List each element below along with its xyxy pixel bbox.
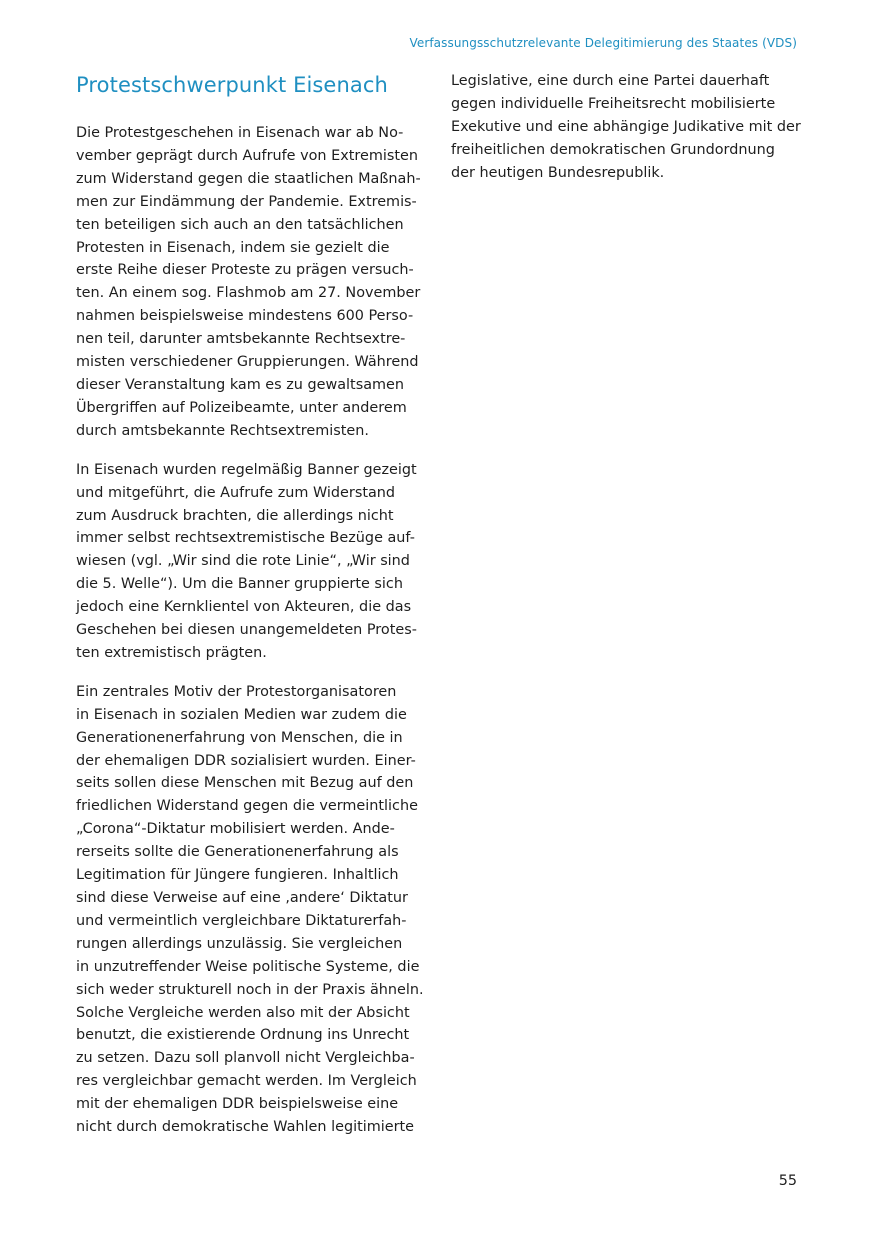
text-line: Ein zentrales Motiv der Protestorganisatoren bbox=[76, 683, 397, 700]
text-line: ten. An einem sog. Flashmob am 27. November bbox=[76, 285, 421, 302]
text-line: die 5. Welle“). Um die Banner gruppierte sich bbox=[76, 576, 403, 593]
running-header: Verfassungsschutzrelevante Delegitimierung des Staates (VDS) bbox=[409, 36, 797, 50]
text-line: Generationenerfahrung von Menschen, die in bbox=[76, 729, 403, 746]
text-line: in Eisenach in sozialen Medien war zudem die bbox=[76, 706, 407, 723]
body-paragraph bbox=[76, 459, 428, 665]
text-line: rerseits sollte die Generationenerfahrung als bbox=[76, 844, 399, 861]
text-line: durch amtsbekannte Rechtsextremisten. bbox=[76, 422, 369, 439]
text-line: immer selbst rechtsextremistische Bezüge auf- bbox=[76, 530, 415, 547]
text-line: gegen individuelle Freiheitsrecht mobilisierte bbox=[451, 95, 776, 112]
text-line: men zur Eindämmung der Pandemie. Extremis- bbox=[76, 193, 417, 210]
text-line: Die Protestgeschehen in Eisenach war ab No- bbox=[76, 125, 404, 141]
text-line: In Eisenach wurden regelmäßig Banner gezeigt bbox=[76, 461, 417, 478]
text-line: friedlichen Widerstand gegen die vermeintliche bbox=[76, 798, 418, 815]
body-paragraph bbox=[76, 122, 428, 443]
right-column-body bbox=[451, 70, 811, 185]
text-line: Solche Vergleiche werden also mit der Absicht bbox=[76, 1004, 410, 1021]
text-line: „Corona“-Diktatur mobilisiert werden. Ande- bbox=[76, 821, 395, 838]
text-line: und vermeintlich vergleichbare Diktaturerfah- bbox=[76, 912, 407, 929]
text-line: ten beteiligen sich auch an den tatsächlichen bbox=[76, 216, 404, 233]
text-line: zum Widerstand gegen die staatlichen Maßnah- bbox=[76, 170, 421, 187]
text-line: erste Reihe dieser Proteste zu prägen versuch- bbox=[76, 262, 414, 279]
text-line: Exekutive und eine abhängige Judikative mit der bbox=[451, 118, 801, 135]
text-line: dieser Veranstaltung kam es zu gewaltsamen bbox=[76, 376, 405, 393]
text-line: ten extremistisch prägten. bbox=[76, 644, 267, 661]
text-line: der ehemaligen DDR sozialisiert wurden. Einer- bbox=[76, 752, 416, 769]
text-line: benutzt, die existierende Ordnung ins Unrecht bbox=[76, 1027, 410, 1044]
text-line: wiesen (vgl. „Wir sind die rote Linie“, „Wir sind bbox=[76, 553, 410, 570]
right-column bbox=[451, 70, 811, 201]
text-line: Protesten in Eisenach, indem sie gezielt die bbox=[76, 239, 390, 256]
text-line: Legitimation für Jüngere fungieren. Inhaltlich bbox=[76, 867, 399, 884]
text-line: zu setzen. Dazu soll planvoll nicht Vergleichba- bbox=[76, 1050, 415, 1067]
left-column bbox=[76, 70, 428, 1155]
text-line: nicht durch demokratische Wahlen legitimierte bbox=[76, 1119, 415, 1136]
body-paragraph bbox=[76, 681, 428, 1139]
text-line: der heutigen Bundesrepublik. bbox=[451, 164, 665, 181]
text-line: sind diese Verweise auf eine ‚andere‘ Diktatur bbox=[76, 890, 408, 906]
section-title: Protestschwerpunkt Eisenach bbox=[76, 73, 388, 97]
page-number: 55 bbox=[778, 1173, 797, 1189]
text-line: nahmen beispielsweise mindestens 600 Perso- bbox=[76, 308, 414, 325]
text-line: rungen allerdings unzulässig. Sie vergleichen bbox=[76, 935, 403, 952]
text-line: seits sollen diese Menschen mit Bezug auf den bbox=[76, 775, 414, 792]
text-line: jedoch eine Kernklientel von Akteuren, die das bbox=[76, 599, 412, 616]
text-line: sich weder strukturell noch in der Praxis ähneln. bbox=[76, 981, 424, 998]
text-line: mit der ehemaligen DDR beispielsweise eine bbox=[76, 1096, 399, 1113]
text-line: nen teil, darunter amtsbekannte Rechtsextre- bbox=[76, 331, 406, 348]
text-line: misten verschiedener Gruppierungen. Während bbox=[76, 354, 419, 371]
text-line: zum Ausdruck brachten, die allerdings nicht bbox=[76, 507, 394, 524]
text-line: res vergleichbar gemacht werden. Im Vergleich bbox=[76, 1073, 417, 1090]
text-line: freiheitlichen demokratischen Grundordnung bbox=[451, 141, 775, 158]
text-line: und mitgeführt, die Aufrufe zum Widerstand bbox=[76, 484, 396, 501]
left-column-body bbox=[76, 122, 428, 1139]
text-line: Legislative, eine durch eine Partei dauerhaft bbox=[451, 73, 770, 89]
text-line: Geschehen bei diesen unangemeldeten Protes- bbox=[76, 622, 417, 639]
text-line: Übergriffen auf Polizeibeamte, unter anderem bbox=[76, 399, 407, 416]
body-paragraph bbox=[451, 70, 811, 185]
text-line: in unzutreffender Weise politische Systeme, die bbox=[76, 958, 420, 975]
text-line: vember geprägt durch Aufrufe von Extremisten bbox=[76, 147, 418, 164]
